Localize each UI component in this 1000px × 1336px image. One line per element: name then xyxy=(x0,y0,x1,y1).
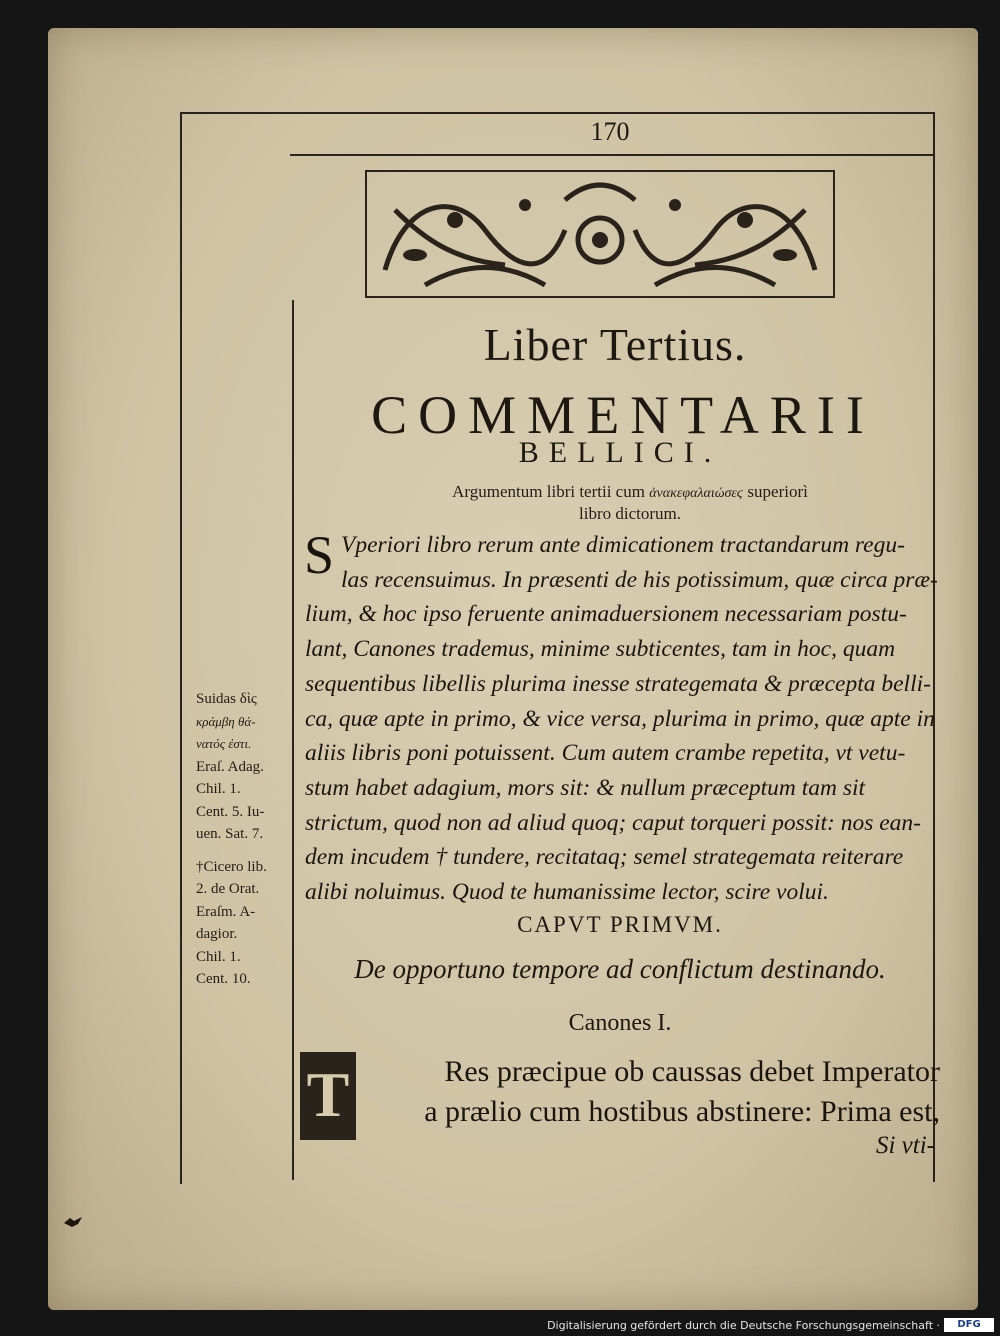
work-subtitle: BELLICI. xyxy=(518,436,722,469)
margin-rule xyxy=(292,300,294,1180)
margin-note: κράμβη θά- xyxy=(196,713,256,729)
margin-note: Chil. 1. xyxy=(196,781,241,797)
chapter-heading: CAPVT PRIMVM. xyxy=(517,912,723,937)
drop-initial-s: S xyxy=(304,525,335,585)
margin-note: Cent. 10. xyxy=(196,971,251,987)
body-line: stum habet adagium, mors sit: & nullum præceptum tam sit xyxy=(305,774,866,801)
headpiece-ornament-icon xyxy=(365,170,835,298)
body-line: aliis libris poni potuissent. Cum autem crambe repetita, vt vetu- xyxy=(305,740,906,767)
catchword: Si vti- xyxy=(875,1132,935,1159)
body-line: ca, quæ apte in primo, & vice versa, plurima in primo, quæ apte in xyxy=(305,705,935,732)
body-line: lium, & hoc ipso feruente animaduersionem necessariam postu- xyxy=(305,601,907,628)
margin-notes xyxy=(196,688,292,991)
argument-greek: ἀνακεφαλαιώσεϛ xyxy=(649,486,744,501)
canon-line: a prælio cum hostibus abstinere: Prima est, xyxy=(424,1095,940,1128)
canones-heading: Canones I. xyxy=(568,1010,672,1036)
margin-note: Eraſm. A- xyxy=(196,903,256,920)
body-line: lant, Canones trademus, minime subticentes, tam in hoc, quam xyxy=(305,636,896,663)
drop-initial-t xyxy=(300,1052,356,1140)
intro-paragraph xyxy=(304,525,938,910)
body-line: strictum, quod non ad aliud quoq; caput torqueri possit: nos ean- xyxy=(305,809,921,836)
book-title: Liber Tertius. xyxy=(483,319,747,370)
margin-note: Chil. 1. xyxy=(196,948,241,965)
margin-note: Cent. 5. Iu- xyxy=(196,803,265,820)
argument-start: Argumentum libri tertii cum xyxy=(452,482,645,501)
body-line: sequentibus libellis plurima inesse strategemata & præcepta belli- xyxy=(305,670,931,697)
argument-end: superiorì xyxy=(747,482,808,501)
margin-note: Eraſ. Adag. xyxy=(196,758,264,775)
margin-note: νατός ἐστι. xyxy=(196,736,252,751)
argument xyxy=(370,482,890,524)
drop-initial-t-letter: T xyxy=(306,1059,350,1130)
argument-line2: libro dictorum. xyxy=(579,504,681,523)
work-title: COMMENTARII xyxy=(371,385,875,445)
page-number: 170 xyxy=(590,117,630,146)
margin-note: Suidas δὶς xyxy=(196,691,257,707)
margin-note: uen. Sat. 7. xyxy=(196,826,264,842)
body-line: las recensuimus. In præsenti de his potissimum, quæ circa præ- xyxy=(341,566,938,593)
canon-line: Res præcipue ob caussas debet Imperator xyxy=(444,1055,940,1088)
ink-blot-icon xyxy=(62,1215,84,1229)
margin-note: †Cicero lib. xyxy=(196,858,267,875)
margin-note: dagior. xyxy=(196,926,238,942)
canon-text xyxy=(360,1052,940,1132)
chapter-subtitle: De opportuno tempore ad conflictum destinando. xyxy=(354,954,886,984)
body-line: alibi noluimus. Quod te humanissime lector, scire volui. xyxy=(305,879,829,906)
margin-note: 2. de Orat. xyxy=(196,881,260,897)
footer-credit: Digitalisierung gefördert durch die Deutsche Forschungsgemeinschaft · xyxy=(547,1319,940,1332)
body-line: dem incudem † tundere, recitataq; semel strategemata reiterare xyxy=(305,844,904,871)
body-line: Vperiori libro rerum ante dimicationem tractandarum regu- xyxy=(341,532,905,558)
header-rule xyxy=(290,154,933,156)
dfg-logo: DFG xyxy=(944,1318,994,1332)
